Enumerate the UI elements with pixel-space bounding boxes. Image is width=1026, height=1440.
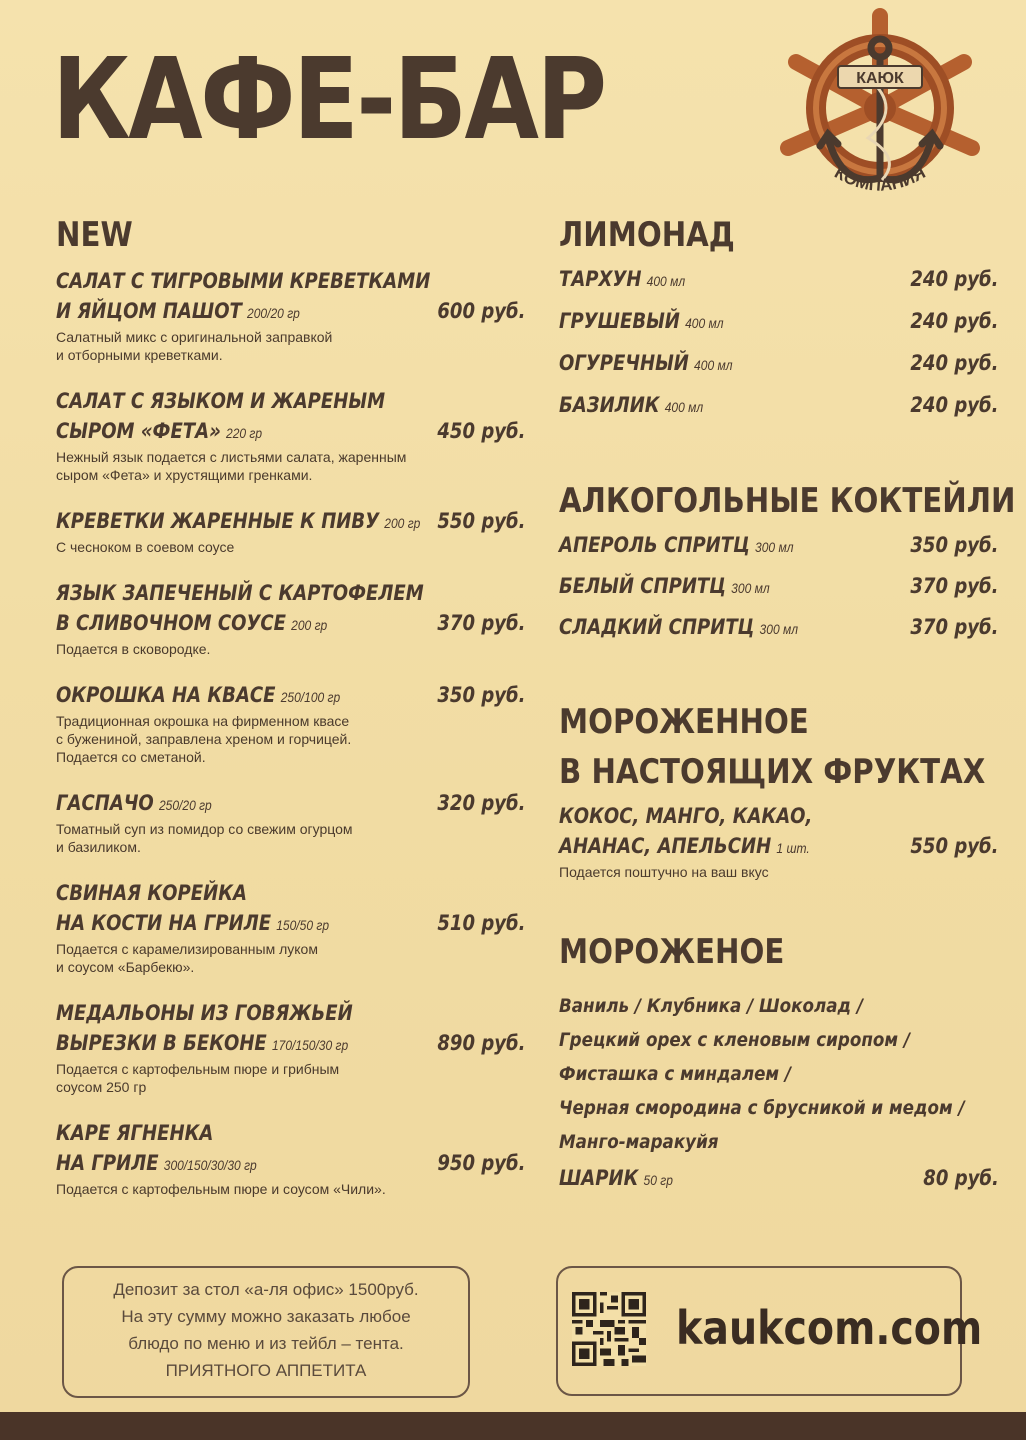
item-price: 510 руб.	[437, 911, 526, 935]
menu-item	[559, 264, 999, 306]
menu-item	[559, 1163, 999, 1195]
deposit-line: На эту сумму можно заказать любое	[121, 1307, 411, 1326]
item-weight: 400 мл	[685, 315, 724, 331]
item-name: НА КОСТИ НА ГРИЛЕ 150/50 гр	[56, 911, 330, 935]
item-price: 350 руб.	[910, 533, 999, 557]
item-price: 550 руб.	[910, 834, 999, 858]
item-name: ГАСПАЧО 250/20 гр	[56, 791, 212, 815]
item-description: Подается в сковородке.	[56, 641, 211, 657]
item-description: Подается с картофельным пюре и соусом «Чили».	[56, 1181, 386, 1197]
menu-item	[559, 390, 999, 432]
bon-appetit-text: ПРИЯТНОГО АППЕТИТА	[165, 1361, 367, 1380]
item-name: БАЗИЛИК 400 мл	[559, 393, 704, 417]
website-link[interactable]: kaukcom.com	[676, 1301, 983, 1355]
item-name: КРЕВЕТКИ ЖАРЕННЫЕ К ПИВУ 200 гр	[56, 509, 421, 533]
item-price: 370 руб.	[910, 574, 999, 598]
item-weight: 300 мл	[731, 580, 770, 596]
menu-item	[56, 578, 526, 658]
item-price: 80 руб.	[923, 1166, 999, 1190]
section-title-fruit-icecream: В НАСТОЯЩИХ ФРУКТАХ	[559, 752, 986, 792]
menu-item	[559, 612, 999, 653]
flavor-line: Черная смородина с брусникой и медом /	[559, 1097, 965, 1119]
new-section	[56, 210, 526, 1198]
flavor-line: Грецкий орех с кленовым сиропом /	[559, 1029, 910, 1051]
item-description: Нежный язык подается с листьями салата, жаренным сыром «Фета» и хрустящими гренками.	[56, 449, 407, 483]
menu-item	[559, 306, 999, 348]
qr-code-icon[interactable]	[572, 1292, 646, 1366]
deposit-line: блюдо по меню и из тейбл – тента.	[128, 1334, 404, 1353]
item-description: Подается поштучно на ваш вкус	[559, 864, 769, 880]
item-price: 350 руб.	[437, 683, 526, 707]
item-price: 370 руб.	[437, 611, 526, 635]
item-price: 240 руб.	[910, 309, 999, 333]
menu-item	[56, 878, 526, 976]
item-weight: 250/100 гр	[280, 689, 341, 705]
section-title-icecream: МОРОЖЕНОЕ	[559, 932, 785, 972]
item-price: 240 руб.	[910, 351, 999, 375]
item-name: СЛАДКИЙ СПРИТЦ 300 мл	[559, 615, 799, 639]
menu-item	[56, 998, 526, 1096]
item-name: АНАНАС, АПЕЛЬСИН 1 шт.	[559, 834, 810, 858]
item-weight: 170/150/30 гр	[271, 1037, 349, 1053]
item-name: СВИНАЯ КОРЕЙКА	[56, 881, 247, 905]
item-price: 600 руб.	[437, 299, 526, 323]
section-title-new: NEW	[56, 215, 133, 255]
menu-item	[56, 266, 526, 364]
menu-item	[56, 386, 526, 484]
item-name: НА ГРИЛЕ 300/150/30/30 гр	[56, 1151, 257, 1175]
item-weight: 200/20 гр	[247, 305, 300, 321]
website-box	[556, 1266, 983, 1396]
item-weight: 150/50 гр	[276, 917, 330, 933]
item-name: МЕДАЛЬОНЫ ИЗ ГОВЯЖЬЕЙ	[56, 1001, 353, 1025]
item-name: АПЕРОЛЬ СПРИТЦ 300 мл	[559, 533, 794, 557]
item-name: КОКОС, МАНГО, КАКАО,	[559, 804, 813, 828]
item-name: ЯЗЫК ЗАПЕЧЕНЫЙ С КАРТОФЕЛЕМ	[56, 581, 424, 605]
ship-wheel-anchor-icon	[772, 8, 988, 216]
item-description: Подается с картофельным пюре и грибным соусом 250 гр	[56, 1061, 340, 1095]
item-weight: 400 мл	[664, 399, 704, 415]
flavor-line: Манго-маракуйя	[559, 1131, 719, 1153]
deposit-line: Депозит за стол «а-ля офис» 1500руб.	[113, 1280, 419, 1299]
item-name: В СЛИВОЧНОМ СОУСЕ 200 гр	[56, 611, 328, 635]
item-weight: 220 гр	[225, 425, 263, 441]
section-title-cocktails: АЛКОГОЛЬНЫЕ КОКТЕЙЛИ	[559, 481, 1016, 521]
item-weight: 400 мл	[646, 273, 686, 289]
drinks-desserts-column	[559, 210, 1016, 1195]
menu-item	[559, 801, 999, 881]
item-price: 550 руб.	[437, 509, 526, 533]
item-price: 890 руб.	[437, 1031, 526, 1055]
item-name: СЫРОМ «ФЕТА» 220 гр	[56, 419, 263, 443]
item-description: Традиционная окрошка на фирменном квасе с бужениной, заправлена хреном и горчицей. Подается со сметаной.	[56, 713, 352, 765]
item-name: ОГУРЕЧНЫЙ 400 мл	[559, 351, 733, 375]
item-name: И ЯЙЦОМ ПАШОТ 200/20 гр	[56, 299, 300, 323]
item-name: ТАРХУН 400 мл	[559, 267, 686, 291]
item-weight: 1 шт.	[776, 840, 810, 856]
menu-item	[559, 530, 999, 571]
menu-item	[56, 680, 526, 766]
item-price: 240 руб.	[910, 393, 999, 417]
menu-item	[56, 1118, 526, 1198]
fruit-icecream-section	[559, 697, 999, 881]
item-weight: 300/150/30/30 гр	[163, 1157, 257, 1173]
cocktails-section	[559, 476, 1016, 653]
item-weight: 300 мл	[755, 539, 794, 555]
section-title-fruit-icecream: МОРОЖЕННОЕ	[559, 702, 809, 742]
menu-item	[559, 348, 999, 390]
item-name: ГРУШЕВЫЙ 400 мл	[559, 309, 724, 333]
item-weight: 400 мл	[694, 357, 733, 373]
item-price: 950 руб.	[437, 1151, 526, 1175]
item-weight: 200 гр	[384, 515, 421, 531]
logo-bottom-text: КОМПАНИЯ	[831, 162, 929, 195]
icecream-section	[559, 927, 999, 1195]
item-name: БЕЛЫЙ СПРИТЦ 300 мл	[559, 574, 770, 598]
flavor-line: Фисташка с миндалем /	[559, 1063, 792, 1085]
item-weight: 200 гр	[291, 617, 328, 633]
item-price: 450 руб.	[437, 419, 526, 443]
logo-top-text: КАЮК	[856, 70, 904, 87]
page-title: КАФЕ-БАР	[52, 35, 605, 165]
menu-item	[56, 788, 526, 856]
item-weight: 250/20 гр	[158, 797, 212, 813]
item-name: САЛАТ С ТИГРОВЫМИ КРЕВЕТКАМИ	[56, 269, 431, 293]
item-description: Салатный микс с оригинальной заправкой и отборными креветками.	[56, 329, 333, 363]
flavor-list	[559, 989, 999, 1159]
flavor-line: Ваниль / Клубника / Шоколад /	[559, 995, 863, 1017]
section-title-lemonade: ЛИМОНАД	[559, 215, 735, 255]
item-price: 320 руб.	[437, 791, 526, 815]
item-name: ОКРОШКА НА КВАСЕ 250/100 гр	[56, 683, 341, 707]
item-description: Подается с карамелизированным луком и соусом «Барбекю».	[56, 941, 318, 975]
item-name: ВЫРЕЗКИ В БЕКОНЕ 170/150/30 гр	[56, 1031, 349, 1055]
item-price: 370 руб.	[910, 615, 999, 639]
item-weight: 50 гр	[643, 1172, 673, 1188]
bottom-bar	[0, 1412, 1026, 1440]
item-name: ШАРИК 50 гр	[559, 1166, 673, 1190]
deposit-info-box	[62, 1266, 470, 1398]
lemonade-section	[559, 210, 999, 432]
item-description: С чесноком в соевом соусе	[56, 539, 235, 555]
menu-item	[56, 506, 526, 556]
item-description: Томатный суп из помидор со свежим огурцом и базиликом.	[56, 821, 353, 855]
item-weight: 300 мл	[759, 621, 799, 637]
item-price: 240 руб.	[910, 267, 999, 291]
menu-item	[559, 571, 999, 612]
item-name: САЛАТ С ЯЗЫКОМ И ЖАРЕНЫМ	[56, 389, 386, 413]
item-name: КАРЕ ЯГНЕНКА	[56, 1121, 214, 1145]
